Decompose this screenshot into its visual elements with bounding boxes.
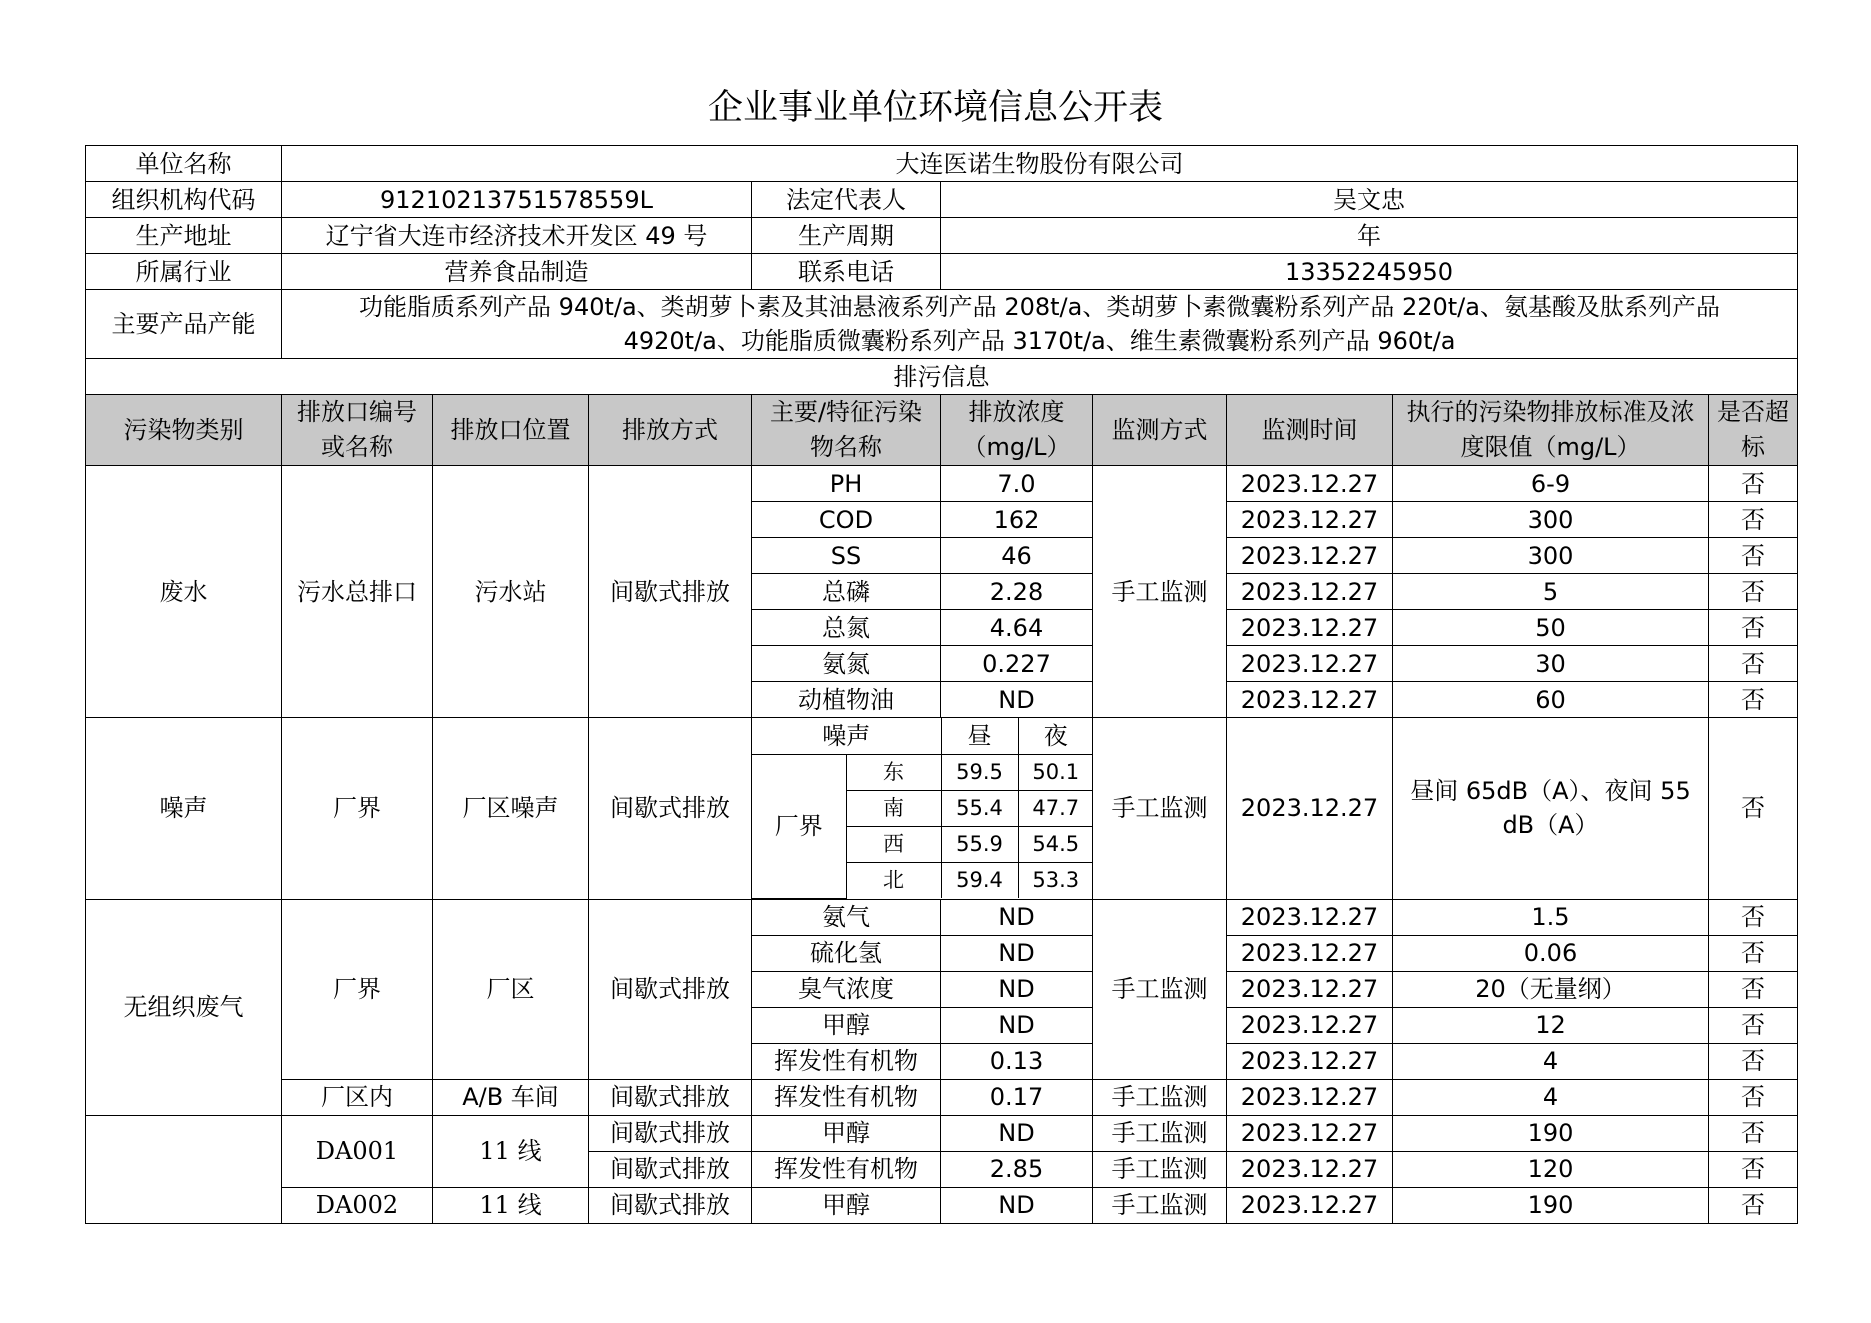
standard-limit: 12 xyxy=(1393,1007,1709,1043)
header-concentration: 排放浓度（mg/L） xyxy=(941,395,1093,466)
monitor-time: 2023.12.27 xyxy=(1227,610,1393,646)
concentration: 7.0 xyxy=(941,466,1093,502)
pollutant: 总磷 xyxy=(752,574,941,610)
unit-name-label: 单位名称 xyxy=(86,146,282,182)
day-value: 55.4 xyxy=(941,790,1018,826)
monitor-time: 2023.12.27 xyxy=(1227,1151,1393,1187)
exceed-flag: 否 xyxy=(1709,899,1798,935)
products-line: 功能脂质系列产品 940t/a、类胡萝卜素及其油悬液系列产品 208t/a、类胡萝卜素微囊粉系列产品 220t/a、氨基酸及肽系列产品 xyxy=(359,293,1720,321)
monitor-time: 2023.12.27 xyxy=(1227,718,1393,900)
monitor-time: 2023.12.27 xyxy=(1227,1115,1393,1151)
info-row xyxy=(86,218,1798,254)
concentration: 162 xyxy=(941,502,1093,538)
concentration: ND xyxy=(941,1187,1093,1223)
monitor-method: 手工监测 xyxy=(1093,899,1227,1079)
concentration: 46 xyxy=(941,538,1093,574)
header-outlet-location: 排放口位置 xyxy=(433,395,589,466)
day-value: 59.4 xyxy=(941,862,1018,898)
night-value: 54.5 xyxy=(1018,826,1093,862)
header-monitor-time: 监测时间 xyxy=(1227,395,1393,466)
exceed-flag: 否 xyxy=(1709,1079,1798,1115)
monitor-time: 2023.12.27 xyxy=(1227,1007,1393,1043)
monitor-time: 2023.12.27 xyxy=(1227,502,1393,538)
exceed-flag: 否 xyxy=(1709,971,1798,1007)
header-category: 污染物类别 xyxy=(86,395,282,466)
standard-limit: 190 xyxy=(1393,1187,1709,1223)
table-row xyxy=(86,1187,1798,1223)
concentration: ND xyxy=(941,1115,1093,1151)
exceed-flag: 否 xyxy=(1709,935,1798,971)
day-value: 55.9 xyxy=(941,826,1018,862)
outlet-location: 11 线 xyxy=(433,1115,589,1187)
info-row xyxy=(86,290,1798,359)
monitor-time: 2023.12.27 xyxy=(1227,899,1393,935)
phone: 13352245950 xyxy=(941,254,1798,290)
standard-limit: 50 xyxy=(1393,610,1709,646)
concentration: ND xyxy=(941,935,1093,971)
exceed-flag: 否 xyxy=(1709,1007,1798,1043)
monitor-time: 2023.12.27 xyxy=(1227,1187,1393,1223)
exceed-flag: 否 xyxy=(1709,1187,1798,1223)
exceed-flag: 否 xyxy=(1709,682,1798,718)
header-pollutant: 主要/特征污染物名称 xyxy=(752,395,941,466)
night-value: 47.7 xyxy=(1018,790,1093,826)
monitor-method: 手工监测 xyxy=(1093,1115,1227,1151)
industry-label: 所属行业 xyxy=(86,254,282,290)
pollutant: COD xyxy=(752,502,941,538)
direction-east: 东 xyxy=(846,754,941,790)
phone-label: 联系电话 xyxy=(752,254,941,290)
outlet-location: A/B 车间 xyxy=(433,1079,589,1115)
pollutant: 挥发性有机物 xyxy=(752,1043,941,1079)
pollutant: 臭气浓度 xyxy=(752,971,941,1007)
category-noise: 噪声 xyxy=(86,718,282,900)
standard-limit: 190 xyxy=(1393,1115,1709,1151)
direction-north: 北 xyxy=(846,862,941,898)
table-row xyxy=(86,466,1798,502)
outlet-name: 厂界 xyxy=(282,718,433,900)
monitor-time: 2023.12.27 xyxy=(1227,466,1393,502)
outlet-name: DA001 xyxy=(282,1115,433,1187)
table-row xyxy=(86,1115,1798,1151)
direction-south: 南 xyxy=(846,790,941,826)
pollutant: 甲醇 xyxy=(752,1115,941,1151)
monitor-time: 2023.12.27 xyxy=(1227,646,1393,682)
standard-limit: 0.06 xyxy=(1393,935,1709,971)
pollutant: 挥发性有机物 xyxy=(752,1151,941,1187)
section-title: 排污信息 xyxy=(86,359,1798,395)
products xyxy=(282,290,1798,359)
outlet-location: 厂区噪声 xyxy=(433,718,589,900)
standard-limit: 300 xyxy=(1393,502,1709,538)
concentration: ND xyxy=(941,682,1093,718)
noise-table xyxy=(752,718,1093,899)
header-monitor-method: 监测方式 xyxy=(1093,395,1227,466)
monitor-time: 2023.12.27 xyxy=(1227,971,1393,1007)
noise-measurements xyxy=(752,718,1093,900)
standard-limit: 1.5 xyxy=(1393,899,1709,935)
concentration: ND xyxy=(941,1007,1093,1043)
standard-limit: 5 xyxy=(1393,574,1709,610)
exceed-flag: 否 xyxy=(1709,502,1798,538)
header-row xyxy=(86,395,1798,466)
standard-limit: 120 xyxy=(1393,1151,1709,1187)
category-wastewater: 废水 xyxy=(86,466,282,718)
pollutant: PH xyxy=(752,466,941,502)
monitor-method: 手工监测 xyxy=(1093,718,1227,900)
category-fugitive-gas: 无组织废气 xyxy=(86,899,282,1115)
boundary-label: 厂界 xyxy=(752,754,846,898)
concentration: 0.227 xyxy=(941,646,1093,682)
discharge-mode: 间歇式排放 xyxy=(589,899,752,1079)
products-label: 主要产品产能 xyxy=(86,290,282,359)
outlet-name: DA002 xyxy=(282,1187,433,1223)
discharge-mode: 间歇式排放 xyxy=(589,718,752,900)
pollutant: 甲醇 xyxy=(752,1007,941,1043)
discharge-mode: 间歇式排放 xyxy=(589,1187,752,1223)
address: 辽宁省大连市经济技术开发区 49 号 xyxy=(282,218,752,254)
concentration: ND xyxy=(941,971,1093,1007)
night-label: 夜 xyxy=(1018,718,1093,754)
table-row xyxy=(86,899,1798,935)
pollutant: 挥发性有机物 xyxy=(752,1079,941,1115)
cycle: 年 xyxy=(941,218,1798,254)
standard-limit: 20（无量纲） xyxy=(1393,971,1709,1007)
night-value: 53.3 xyxy=(1018,862,1093,898)
day-label: 昼 xyxy=(941,718,1018,754)
category-organized-gas xyxy=(86,1115,282,1223)
exceed-flag: 否 xyxy=(1709,1043,1798,1079)
pollutant: 总氮 xyxy=(752,610,941,646)
standard-limit: 4 xyxy=(1393,1079,1709,1115)
discharge-mode: 间歇式排放 xyxy=(589,1151,752,1187)
monitor-time: 2023.12.27 xyxy=(1227,682,1393,718)
concentration: 0.13 xyxy=(941,1043,1093,1079)
monitor-time: 2023.12.27 xyxy=(1227,1079,1393,1115)
table-row xyxy=(86,1079,1798,1115)
table-row xyxy=(86,718,1798,900)
pollutant: 氨气 xyxy=(752,899,941,935)
products-line: 4920t/a、功能脂质微囊粉系列产品 3170t/a、维生素微囊粉系列产品 960t/a xyxy=(623,327,1456,355)
concentration: 2.28 xyxy=(941,574,1093,610)
outlet-name: 厂区内 xyxy=(282,1079,433,1115)
noise-label: 噪声 xyxy=(752,718,941,754)
header-standard: 执行的污染物排放标准及浓度限值（mg/L） xyxy=(1393,395,1709,466)
monitor-method: 手工监测 xyxy=(1093,1151,1227,1187)
standard-limit: 昼间 65dB（A）、夜间 55 dB（A） xyxy=(1393,718,1709,900)
exceed-flag: 否 xyxy=(1709,718,1798,900)
env-info-table xyxy=(85,145,1798,1224)
exceed-flag: 否 xyxy=(1709,538,1798,574)
standard-limit: 6-9 xyxy=(1393,466,1709,502)
cycle-label: 生产周期 xyxy=(752,218,941,254)
header-exceed: 是否超标 xyxy=(1709,395,1798,466)
section-row xyxy=(86,359,1798,395)
monitor-method: 手工监测 xyxy=(1093,1187,1227,1223)
monitor-method: 手工监测 xyxy=(1093,1079,1227,1115)
outlet-location: 污水站 xyxy=(433,466,589,718)
monitor-method: 手工监测 xyxy=(1093,466,1227,718)
outlet-location: 11 线 xyxy=(433,1187,589,1223)
standard-limit: 30 xyxy=(1393,646,1709,682)
discharge-mode: 间歇式排放 xyxy=(589,466,752,718)
info-row xyxy=(86,254,1798,290)
standard-limit: 60 xyxy=(1393,682,1709,718)
info-row xyxy=(86,182,1798,218)
pollutant: 甲醇 xyxy=(752,1187,941,1223)
exceed-flag: 否 xyxy=(1709,610,1798,646)
exceed-flag: 否 xyxy=(1709,646,1798,682)
legal-rep: 吴文忠 xyxy=(941,182,1798,218)
org-code-label: 组织机构代码 xyxy=(86,182,282,218)
exceed-flag: 否 xyxy=(1709,574,1798,610)
standard-limit: 4 xyxy=(1393,1043,1709,1079)
standard-limit: 300 xyxy=(1393,538,1709,574)
concentration: 0.17 xyxy=(941,1079,1093,1115)
monitor-time: 2023.12.27 xyxy=(1227,574,1393,610)
exceed-flag: 否 xyxy=(1709,1151,1798,1187)
discharge-mode: 间歇式排放 xyxy=(589,1115,752,1151)
monitor-time: 2023.12.27 xyxy=(1227,1043,1393,1079)
day-value: 59.5 xyxy=(941,754,1018,790)
unit-name: 大连医诺生物股份有限公司 xyxy=(282,146,1798,182)
header-discharge-mode: 排放方式 xyxy=(589,395,752,466)
info-row xyxy=(86,146,1798,182)
exceed-flag: 否 xyxy=(1709,1115,1798,1151)
industry: 营养食品制造 xyxy=(282,254,752,290)
pollutant: 硫化氢 xyxy=(752,935,941,971)
night-value: 50.1 xyxy=(1018,754,1093,790)
discharge-mode: 间歇式排放 xyxy=(589,1079,752,1115)
header-outlet-name: 排放口编号或名称 xyxy=(282,395,433,466)
pollutant: 动植物油 xyxy=(752,682,941,718)
direction-west: 西 xyxy=(846,826,941,862)
concentration: 4.64 xyxy=(941,610,1093,646)
concentration: ND xyxy=(941,899,1093,935)
address-label: 生产地址 xyxy=(86,218,282,254)
monitor-time: 2023.12.27 xyxy=(1227,538,1393,574)
pollutant: SS xyxy=(752,538,941,574)
legal-rep-label: 法定代表人 xyxy=(752,182,941,218)
outlet-name: 厂界 xyxy=(282,899,433,1079)
page-title: 企业事业单位环境信息公开表 xyxy=(707,88,1163,128)
exceed-flag: 否 xyxy=(1709,466,1798,502)
org-code: 91210213751578559L xyxy=(282,182,752,218)
monitor-time: 2023.12.27 xyxy=(1227,935,1393,971)
outlet-name: 污水总排口 xyxy=(282,466,433,718)
pollutant: 氨氮 xyxy=(752,646,941,682)
outlet-location: 厂区 xyxy=(433,899,589,1079)
concentration: 2.85 xyxy=(941,1151,1093,1187)
